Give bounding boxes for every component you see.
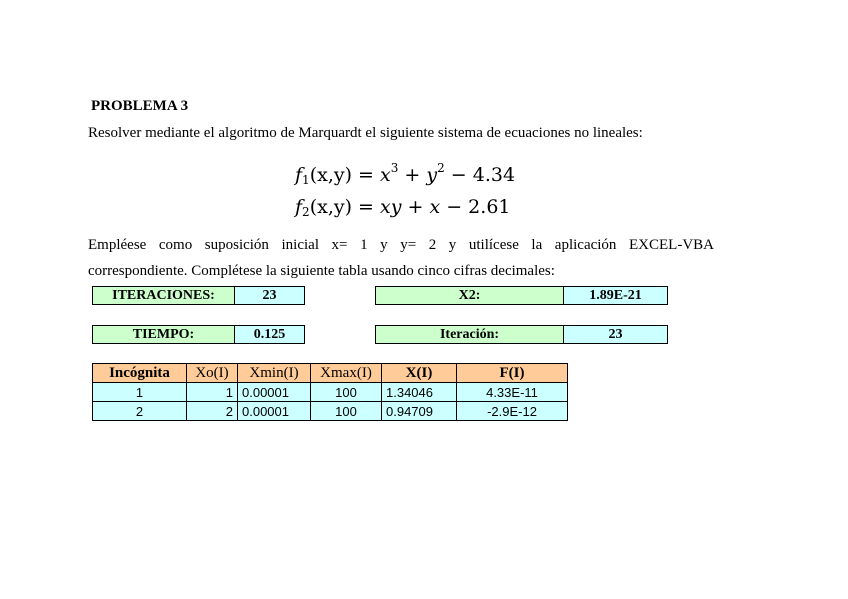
table-row xyxy=(93,402,568,421)
equation-f1: $f_1(x,y) = x^3 + y^2 - 4.34$ xyxy=(295,161,516,187)
iteracion-label: Iteración: xyxy=(376,326,564,343)
instructions-line-2: correspondiente. Complétese la siguiente tabla usando cinco cifras decimales: xyxy=(88,263,555,279)
header-f: F(I) xyxy=(457,364,568,383)
tiempo-value[interactable]: 0.125 xyxy=(235,326,304,343)
instructions-line-1: Empléese como suposición inicial x= 1 y y= 2 y utilícese la aplicación EXCEL-VBA xyxy=(88,237,714,253)
cell-incognita[interactable]: 2 xyxy=(93,402,187,421)
cell-xo[interactable]: 1 xyxy=(187,383,238,402)
cell-xo[interactable]: 2 xyxy=(187,402,238,421)
table-row xyxy=(93,383,568,402)
iteraciones-value[interactable]: 23 xyxy=(235,287,304,304)
problem-title: PROBLEMA 3 xyxy=(91,98,189,114)
results-table xyxy=(92,363,568,421)
cell-incognita[interactable]: 1 xyxy=(93,383,187,402)
cell-x[interactable]: 1.34046 xyxy=(382,383,457,402)
instructions-text xyxy=(88,232,714,284)
cell-x[interactable]: 0.94709 xyxy=(382,402,457,421)
table-header-row xyxy=(93,364,568,383)
header-incognita: Incógnita xyxy=(93,364,187,383)
iteracion-value[interactable]: 23 xyxy=(564,326,667,343)
cell-f[interactable]: -2.9E-12 xyxy=(457,402,568,421)
cell-xmax[interactable]: 100 xyxy=(311,383,382,402)
iteraciones-label: ITERACIONES: xyxy=(93,287,235,304)
x2-box xyxy=(375,286,668,305)
x2-value[interactable]: 1.89E-21 xyxy=(564,287,667,304)
x2-label: X2: xyxy=(376,287,564,304)
header-xo: Xo(I) xyxy=(187,364,238,383)
cell-f[interactable]: 4.33E-11 xyxy=(457,383,568,402)
cell-xmin[interactable]: 0.00001 xyxy=(238,383,311,402)
equation-f2: $f_2(x,y)$ = xy + x − 2.61 xyxy=(295,196,511,219)
header-x: X(I) xyxy=(382,364,457,383)
cell-xmax[interactable]: 100 xyxy=(311,402,382,421)
header-xmin: Xmin(I) xyxy=(238,364,311,383)
iteraciones-box xyxy=(92,286,305,305)
tiempo-box xyxy=(92,325,305,344)
header-xmax: Xmax(I) xyxy=(311,364,382,383)
tiempo-label: TIEMPO: xyxy=(93,326,235,343)
intro-text: Resolver mediante el algoritmo de Marquardt el siguiente sistema de ecuaciones no lineales: xyxy=(88,125,643,141)
cell-xmin[interactable]: 0.00001 xyxy=(238,402,311,421)
iteracion-box xyxy=(375,325,668,344)
